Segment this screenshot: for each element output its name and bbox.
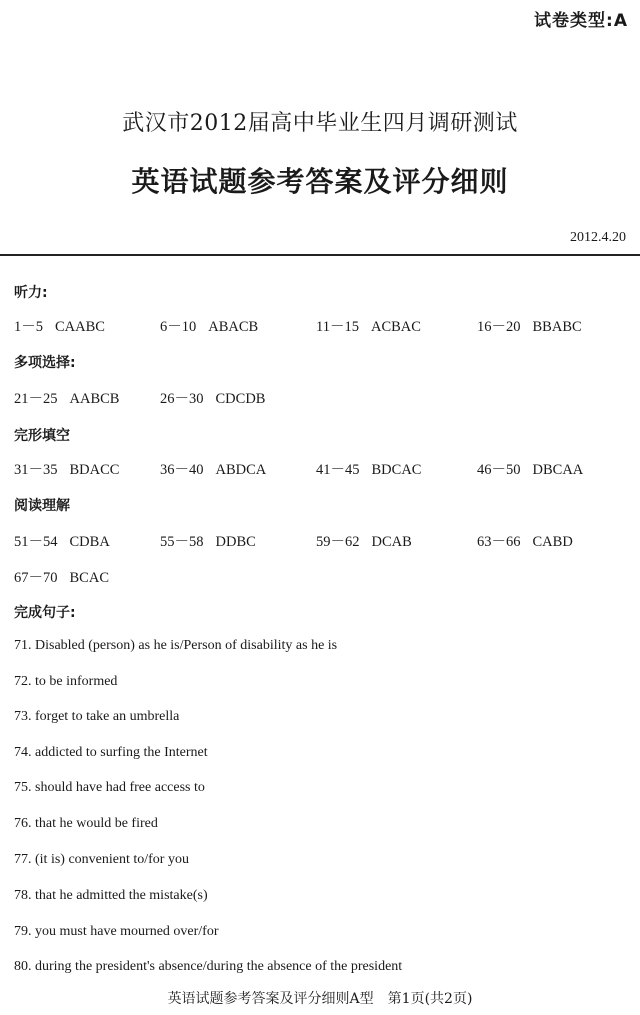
sentence-item: 79. you must have mourned over/for — [14, 924, 219, 939]
sentence-item: 80. during the president's absence/during the absence of the president — [14, 959, 403, 974]
paper-type-label: 试卷类型:A — [534, 11, 628, 31]
document-date: 2012.4.20 — [570, 230, 626, 245]
header-divider — [0, 254, 640, 256]
answer-range: 51－54 — [14, 534, 58, 550]
answer-range: 26－30 — [160, 391, 204, 407]
answer-value: DDBC — [215, 534, 256, 550]
answer-value: CDBA — [69, 534, 110, 550]
section-title-cloze: 完形填空 — [14, 428, 70, 444]
answer-cell — [14, 566, 109, 587]
answer-cell — [477, 458, 583, 479]
sentence-item: 72. to be informed — [14, 674, 118, 689]
answer-range: 21－25 — [14, 391, 58, 407]
answer-row-reading-2 — [14, 566, 626, 586]
answer-range: 6－10 — [160, 319, 197, 335]
answer-cell — [316, 530, 412, 551]
answer-value: CDCDB — [215, 391, 266, 407]
answer-cell — [14, 458, 119, 479]
section-title-multiple-choice: 多项选择: — [14, 355, 76, 371]
section-title-listening: 听力: — [14, 285, 48, 301]
answer-range: 31－35 — [14, 462, 58, 478]
sentence-item: 76. that he would be fired — [14, 816, 158, 831]
sentence-item: 78. that he admitted the mistake(s) — [14, 888, 208, 903]
answer-range: 11－15 — [316, 319, 359, 335]
answer-value: ACBAC — [370, 319, 421, 335]
answer-range: 55－58 — [160, 534, 204, 550]
sentence-item: 73. forget to take an umbrella — [14, 709, 180, 724]
answer-value: BBABC — [532, 319, 582, 335]
answer-cell — [477, 315, 582, 336]
answer-range: 67－70 — [14, 570, 58, 586]
answer-value: AABCB — [69, 391, 120, 407]
answer-cell — [160, 530, 256, 551]
answer-range: 16－20 — [477, 319, 521, 335]
answer-value: BDACC — [69, 462, 120, 478]
answer-cell — [160, 315, 258, 336]
answer-row-multiple-choice-1 — [14, 387, 626, 407]
answer-cell — [160, 458, 266, 479]
answer-row-reading-1 — [14, 530, 626, 550]
sentence-item: 75. should have had free access to — [14, 780, 205, 795]
answer-value: ABDCA — [215, 462, 267, 478]
answer-cell — [160, 387, 265, 408]
answer-value: BCAC — [69, 570, 109, 586]
answer-value: BDCAC — [371, 462, 422, 478]
sentence-item: 74. addicted to surfing the Internet — [14, 745, 208, 760]
answer-range: 36－40 — [160, 462, 204, 478]
section-title-sentence-completion: 完成句子: — [14, 605, 76, 621]
sentence-item: 77. (it is) convenient to/for you — [14, 852, 189, 867]
answer-cell — [477, 530, 573, 551]
answer-value: CAABC — [55, 319, 105, 335]
answer-range: 41－45 — [316, 462, 360, 478]
section-title-reading: 阅读理解 — [14, 498, 70, 514]
answer-cell — [14, 387, 119, 408]
sentence-item: 71. Disabled (person) as he is/Person of disability as he is — [14, 638, 338, 653]
answer-cell — [14, 530, 110, 551]
answer-cell — [316, 458, 421, 479]
page-footer: 英语试题参考答案及评分细则A型 第1页(共2页) — [167, 991, 473, 1007]
answer-value: ABACB — [208, 319, 259, 335]
answer-range: 46－50 — [477, 462, 521, 478]
answer-range: 59－62 — [316, 534, 360, 550]
answer-value: DBCAA — [532, 462, 584, 478]
document-title: 英语试题参考答案及评分细则 — [131, 165, 509, 198]
answer-row-listening-1 — [14, 315, 626, 335]
answer-range: 1－5 — [14, 319, 43, 335]
answer-range: 63－66 — [477, 534, 521, 550]
answer-value: DCAB — [371, 534, 412, 550]
answer-cell — [14, 315, 105, 336]
answer-cell — [316, 315, 421, 336]
answer-row-cloze-1 — [14, 458, 626, 478]
answer-value: CABD — [532, 534, 573, 550]
exam-title: 武汉市2012届高中毕业生四月调研测试 — [122, 111, 518, 136]
